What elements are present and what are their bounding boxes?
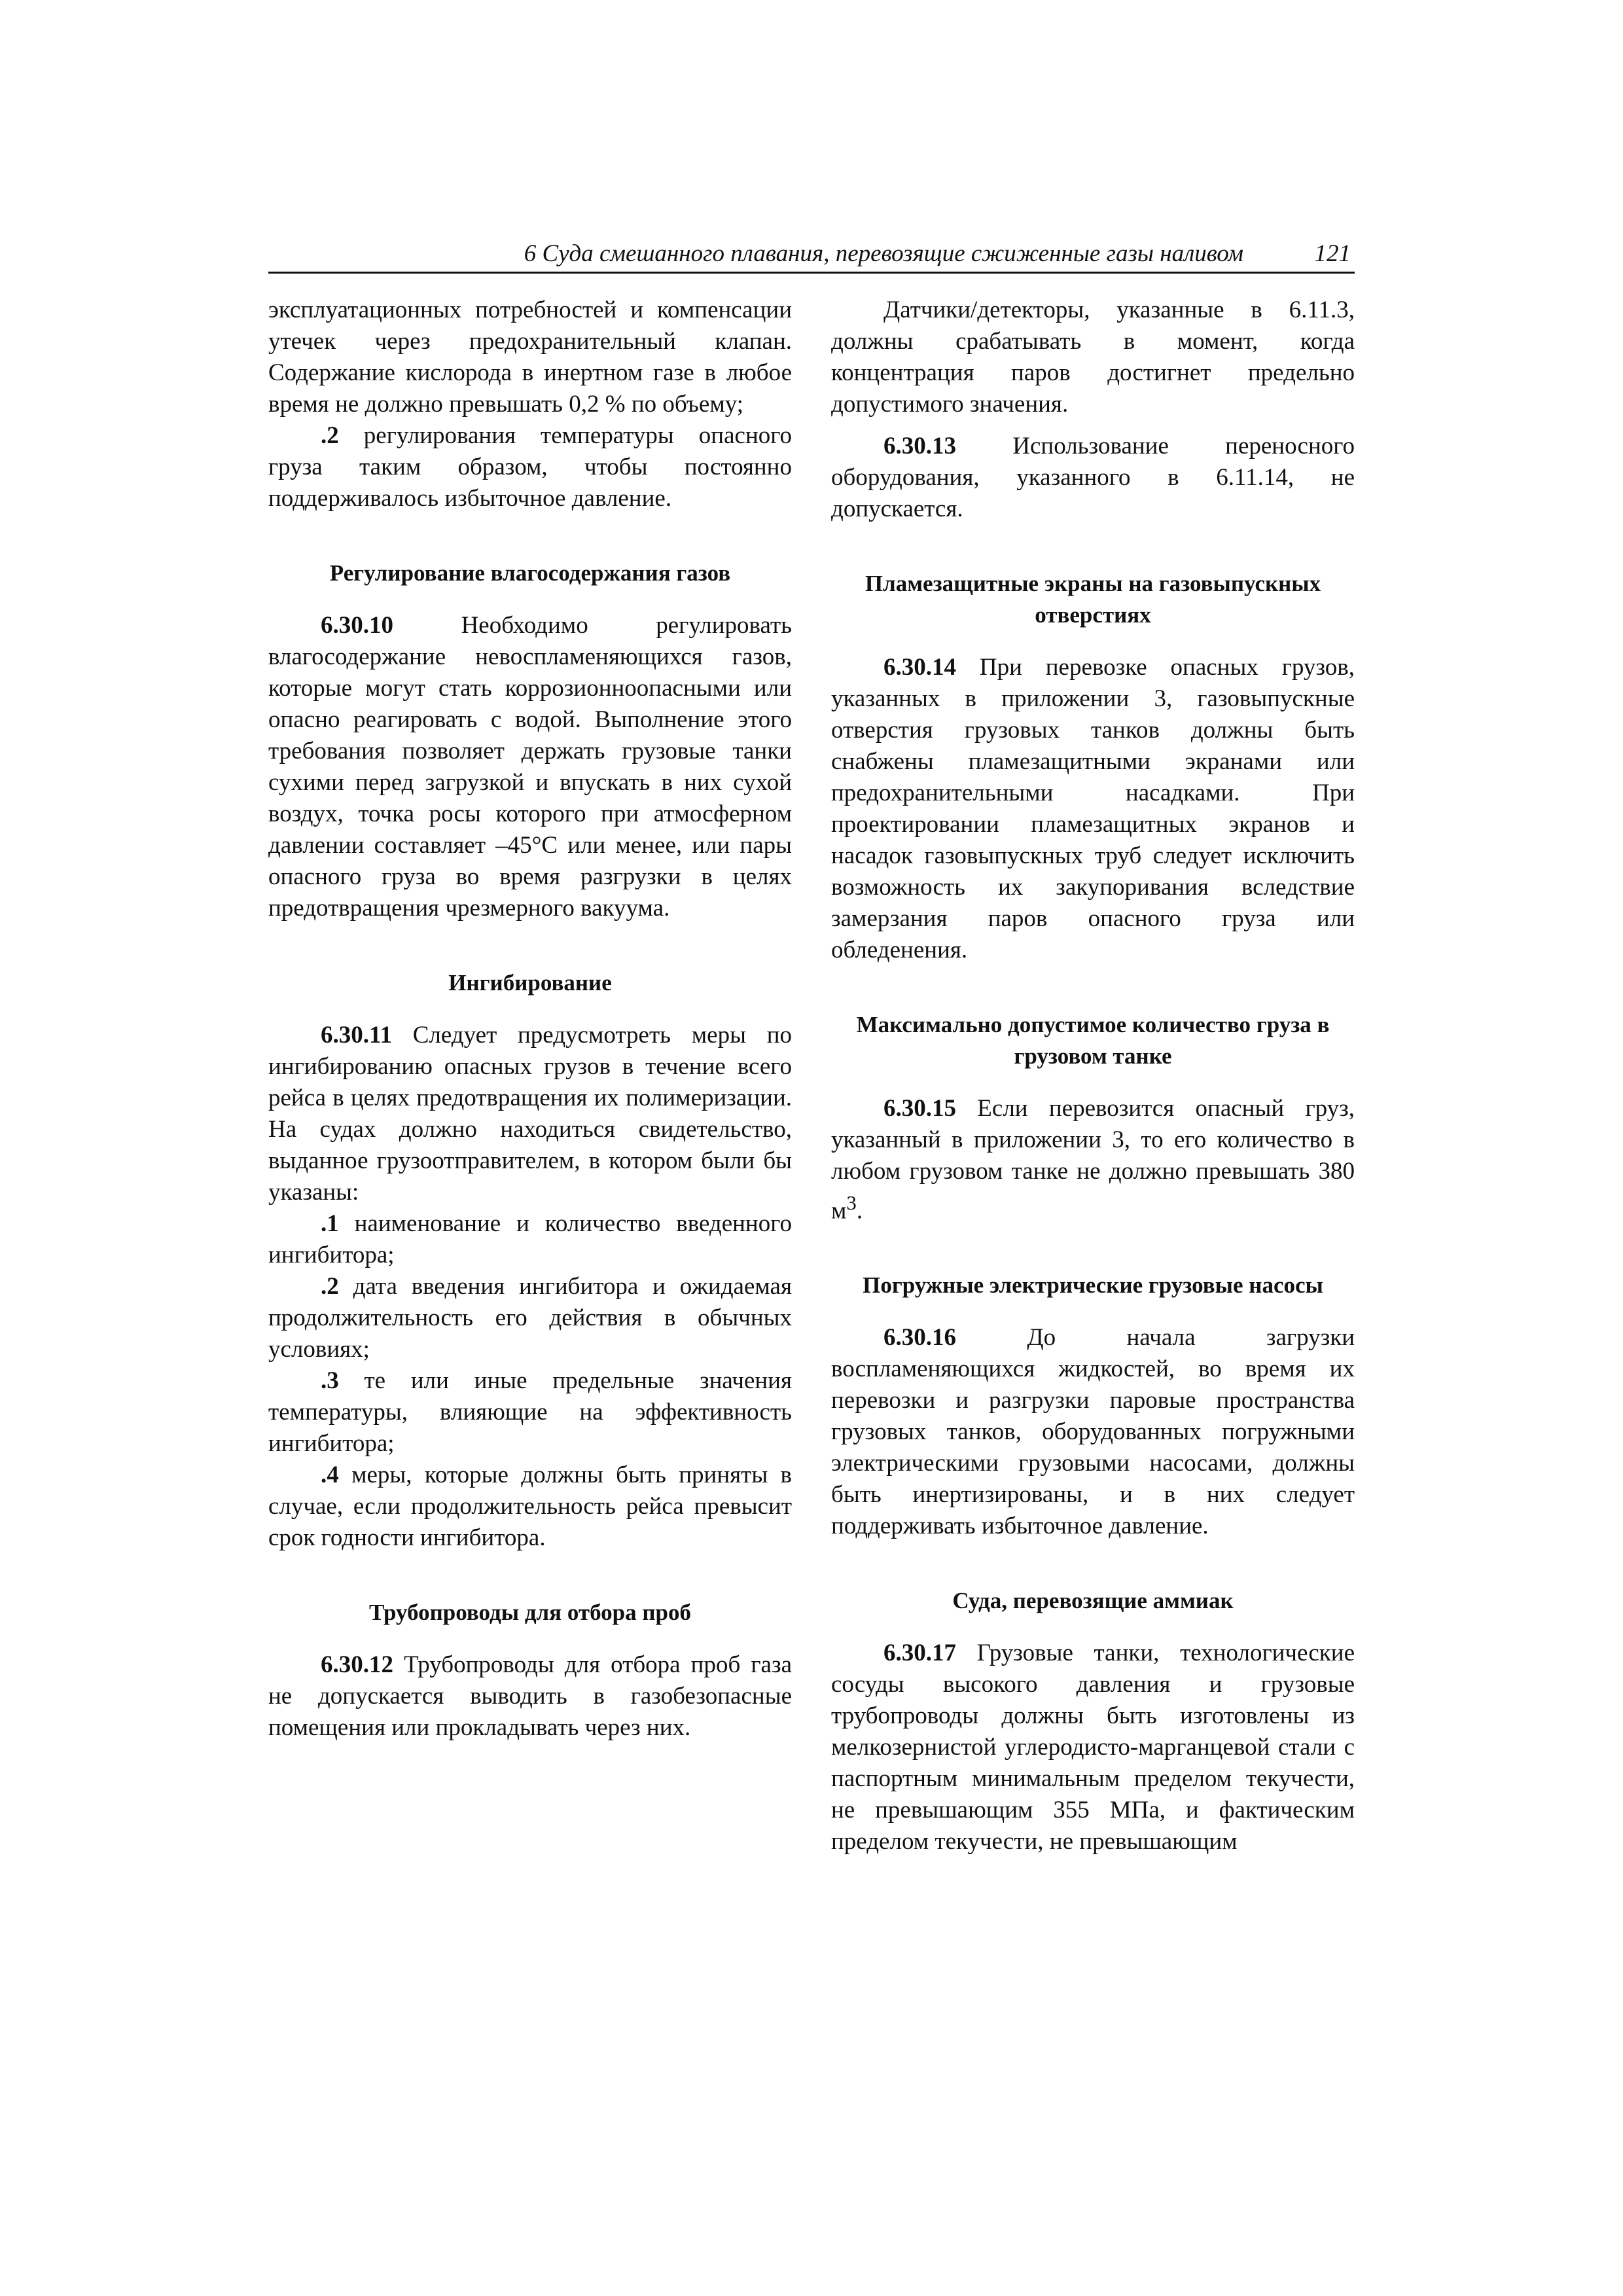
- paragraph-6-30-13: [831, 431, 1355, 525]
- item-number: .3: [321, 1367, 339, 1394]
- paragraph-6-30-10: [268, 610, 792, 924]
- right-column: [831, 295, 1355, 1857]
- running-header: [268, 239, 1355, 274]
- superscript: 3: [846, 1192, 857, 1214]
- item-number: .4: [321, 1462, 339, 1488]
- paragraph-6-30-16: [831, 1322, 1355, 1542]
- section-heading-flame-screens: Пламезащитные экраны на газовыпускных отверстиях: [865, 571, 1321, 628]
- clause-number: 6.30.16: [883, 1324, 956, 1352]
- paragraph-6-30-15: [831, 1093, 1355, 1227]
- clause-text: Использование переносного оборудования, указанного в 6.11.14, не допускается.: [831, 433, 1355, 522]
- clause-text: При перевозке опасных грузов, указанных в приложении 3, газовыпускные отверстия грузовых танков должны быть снабжены пламезащитными экранами или предохранительными насадками. При проектировании пламезащитных экранов и насадок газовыпускных труб следует исключить возможность их закупоривания вследствие замерзания паров опасного груза или обледенения.: [831, 654, 1355, 963]
- list-item-3: [268, 1365, 792, 1460]
- paragraph-continuation: эксплуатационных потребностей и компенсации утечек через предохранительный клапан. Содержание кислорода в инертном газе в любое время не должно превышать 0,2 % по объему;: [268, 296, 792, 418]
- item-number: .2: [321, 422, 339, 449]
- list-item-2: [268, 1271, 792, 1365]
- clause-end: .: [856, 1197, 863, 1225]
- clause-text: До начала загрузки воспламеняющихся жидкостей, во время их перевозки и разгрузки паровые пространства грузовых танков, оборудованных погружными электрическими грузовыми насосами, должны быть инертизированы, и в них следует поддерживать избыточное давление.: [831, 1324, 1355, 1540]
- list-item-4: [268, 1460, 792, 1554]
- paragraph-6-30-17: [831, 1638, 1355, 1857]
- paragraph-6-30-12: [268, 1649, 792, 1744]
- clause-number: 6.30.11: [321, 1022, 392, 1049]
- paragraph-6-30-11: [268, 1020, 792, 1208]
- clause-text: Если перевозится опасный груз, указанный в приложении 3, то его количество в любом грузовом танке не должно превышать 380 м: [831, 1095, 1355, 1225]
- page-number: 121: [1314, 240, 1351, 267]
- clause-text: Грузовые танки, технологические сосуды высокого давления и грузовые трубопроводы должны быть изготовлены из мелкозернистой углеродисто-марганцевой стали с паспортным минимальным пределом текучести, не превышающим 355 МПа, и фактическим пределом текучести, не превышающим: [831, 1640, 1355, 1856]
- item-text: меры, которые должны быть приняты в случае, если продолжительность рейса превысит срок годности ингибитора.: [268, 1462, 792, 1551]
- section-heading-inhibition: Ингибирование: [448, 970, 612, 996]
- paragraph-detectors: Датчики/детекторы, указанные в 6.11.3, должны срабатывать в момент, когда концентрация паров достигнет предельно допустимого значения.: [831, 296, 1355, 418]
- clause-text: Необходимо регулировать влагосодержание невоспламеняющихся газов, которые могут стать коррозионноопасными или опасно реагировать с водой. Выполнение этого требования позволяет держать грузовые танки сухими перед загрузкой и впускать в них сухой воздух, точка росы которого при атмосферном давлении составляет –45°C или менее, или пары опасного груза во время разгрузки в целях предотвращения чрезмерного вакуума.: [268, 612, 792, 922]
- item-text: дата введения ингибитора и ожидаемая продолжительность его действия в обычных условиях;: [268, 1273, 792, 1363]
- section-heading-pumps: Погружные электрические грузовые насосы: [863, 1272, 1323, 1299]
- section-heading-sampling: Трубопроводы для отбора проб: [369, 1600, 691, 1625]
- clause-number: 6.30.17: [883, 1640, 956, 1667]
- header-title: 6 Суда смешанного плавания, перевозящие сжиженные газы наливом: [524, 240, 1243, 267]
- item-number: .1: [321, 1210, 339, 1237]
- clause-number: 6.30.12: [321, 1651, 393, 1678]
- clause-number: 6.30.14: [883, 654, 956, 681]
- clause-text: Трубопроводы для отбора проб газа не допускается выводить в газобезопасные помещения или прокладывать через них.: [268, 1651, 792, 1741]
- list-item-2: [268, 420, 792, 514]
- section-heading-moisture: Регулирование влагосодержания газов: [329, 560, 731, 586]
- item-text: наименование и количество введенного ингибитора;: [268, 1210, 792, 1268]
- left-column: [268, 295, 792, 1744]
- clause-number: 6.30.13: [883, 433, 956, 459]
- paragraph-6-30-14: [831, 652, 1355, 966]
- section-heading-ammonia: Суда, перевозящие аммиак: [952, 1588, 1234, 1614]
- item-number: .2: [321, 1273, 339, 1300]
- item-text: те или иные предельные значения температуры, влияющие на эффективность ингибитора;: [268, 1367, 792, 1457]
- section-heading-max-quantity: Максимально допустимое количество груза в грузовом танке: [856, 1012, 1330, 1069]
- list-item-1: [268, 1208, 792, 1271]
- clause-number: 6.30.15: [883, 1095, 956, 1122]
- clause-number: 6.30.10: [321, 612, 393, 639]
- item-text: регулирования температуры опасного груза таким образом, чтобы постоянно поддерживалось избыточное давление.: [268, 422, 792, 512]
- clause-text: Следует предусмотреть меры по ингибированию опасных грузов в течение всего рейса в целях предотвращения их полимеризации. На судах должно находиться свидетельство, выданное грузоотправителем, в котором были бы указаны:: [268, 1022, 792, 1206]
